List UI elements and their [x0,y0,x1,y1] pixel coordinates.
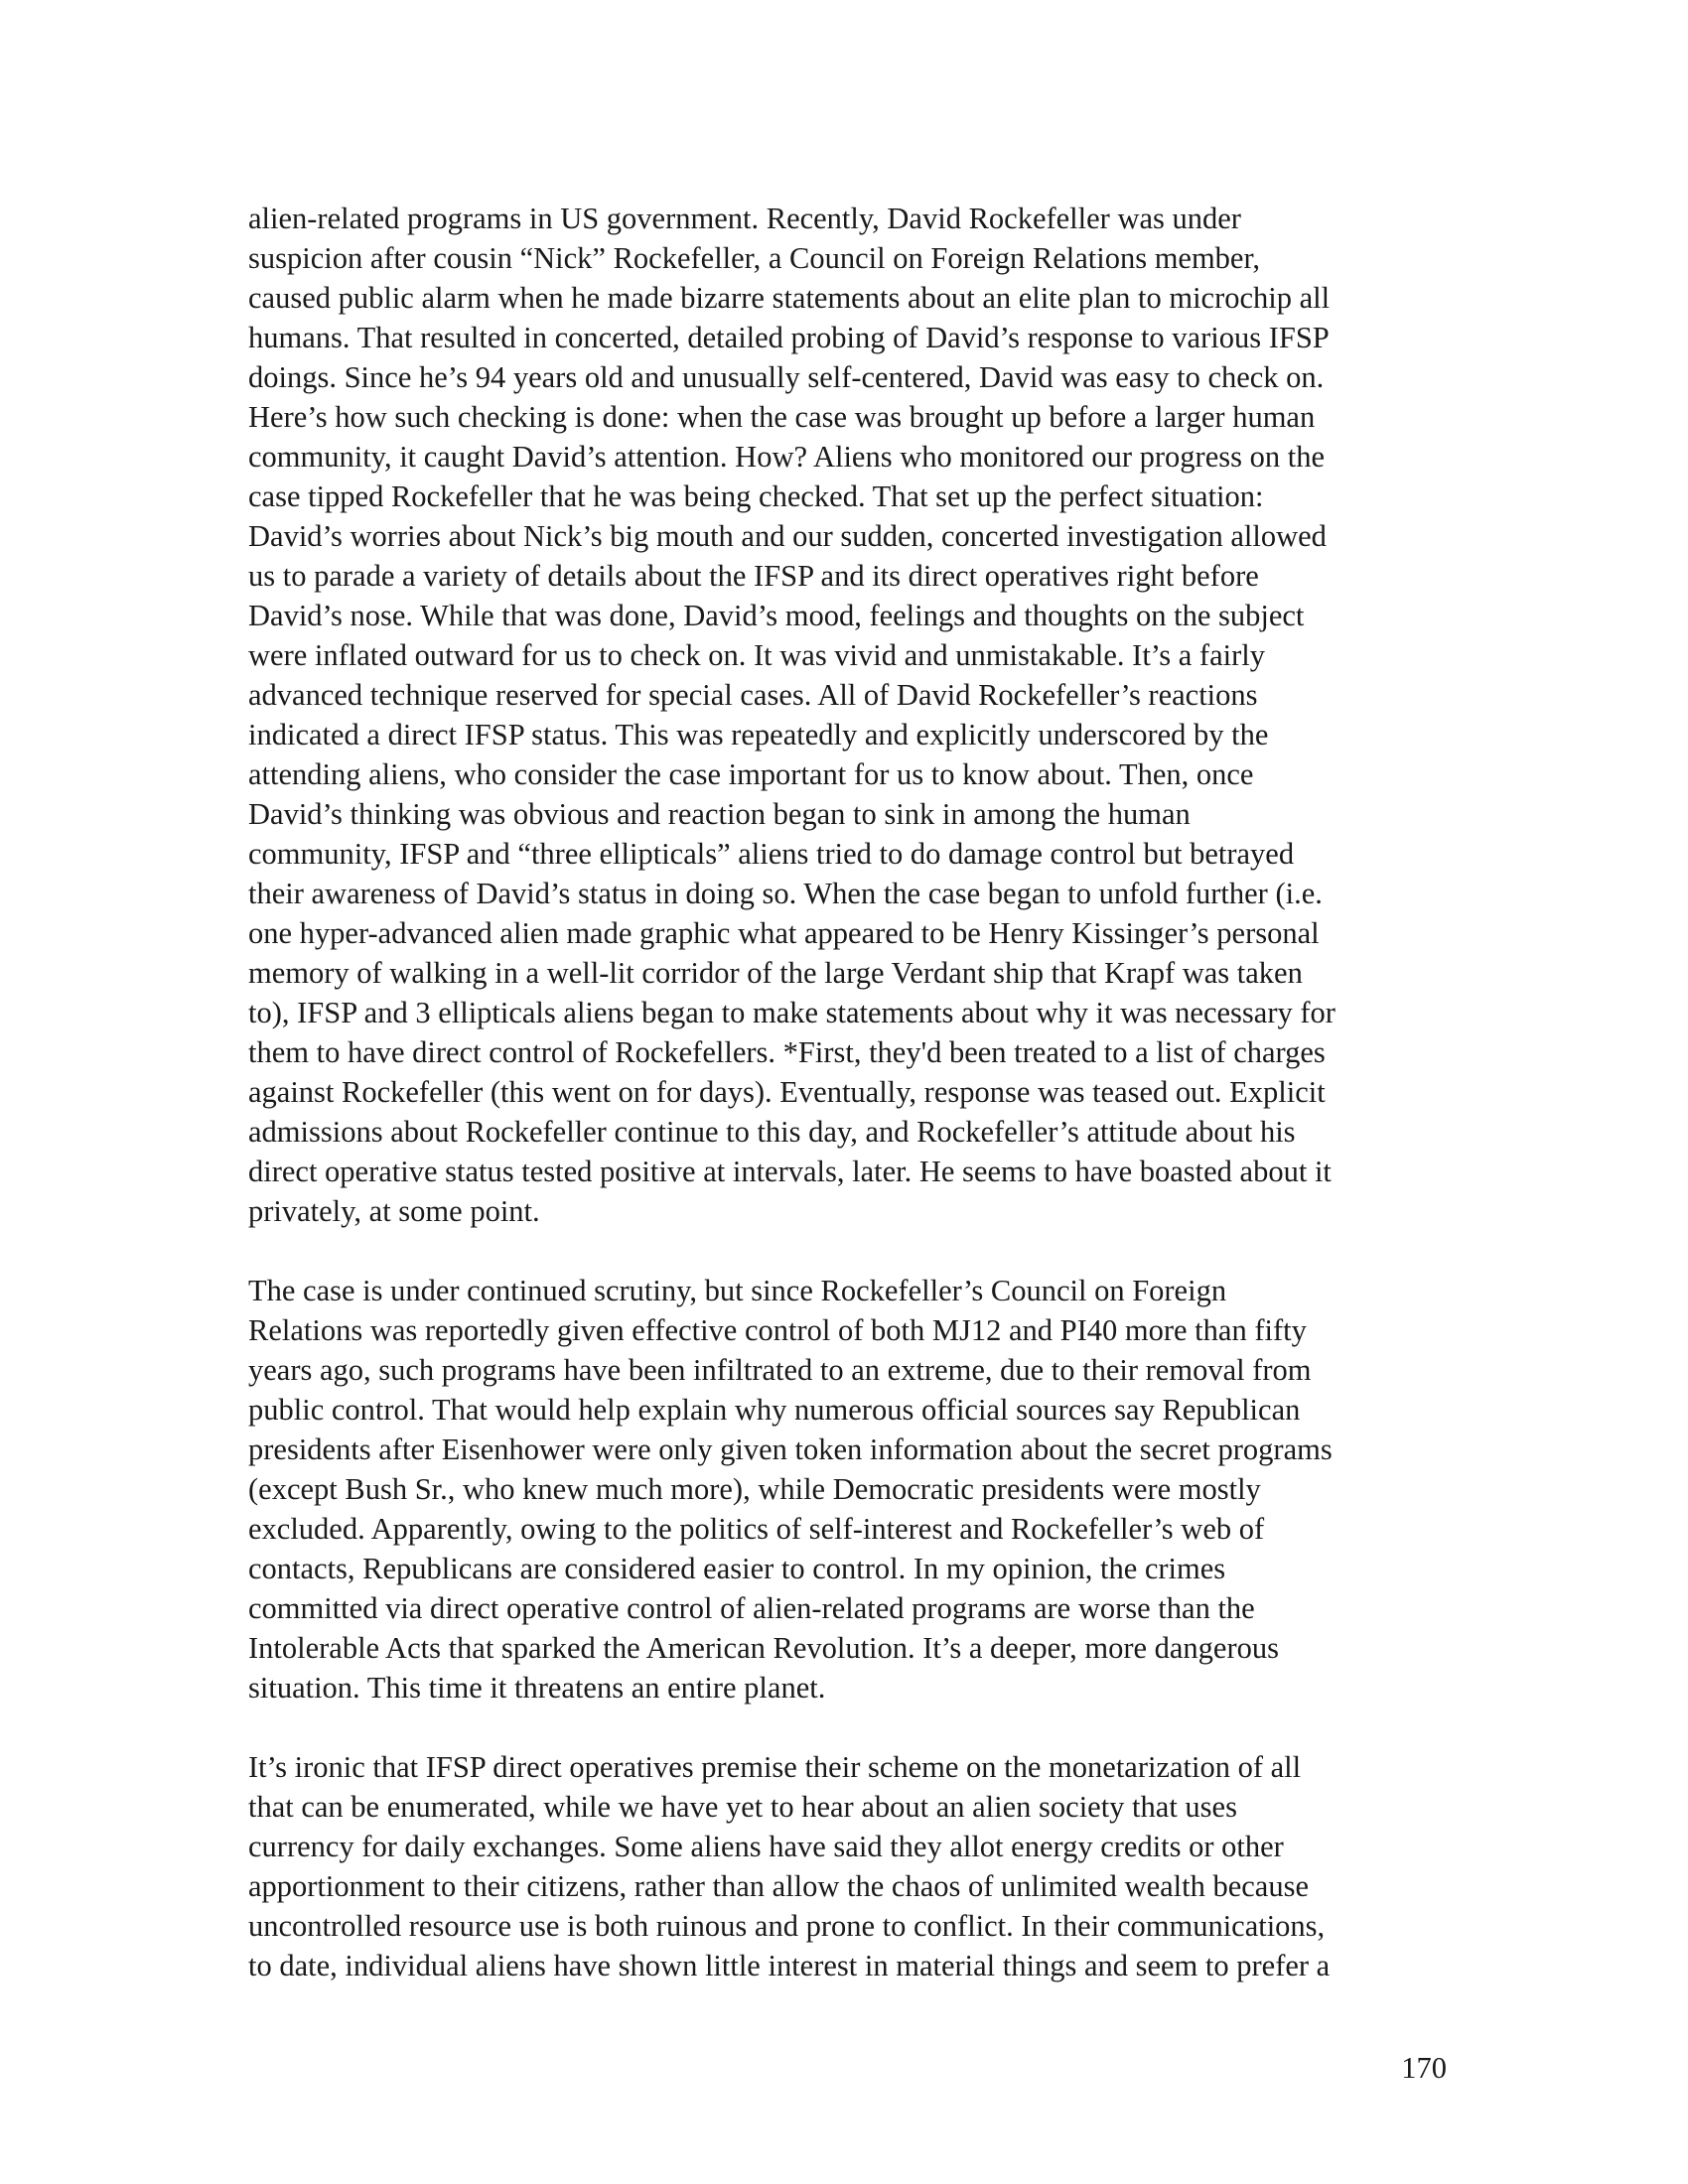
text-line: alien-related programs in US government. Recently, David Rockefeller was under [248,202,1241,235]
text-line: their awareness of David’s status in doing so. When the case began to unfold further (i.e. [248,877,1323,910]
text-line: situation. This time it threatens an entire planet. [248,1671,826,1705]
text-line: David’s thinking was obvious and reaction began to sink in among the human [248,797,1191,831]
text-line: were inflated outward for us to check on. It was vivid and unmistakable. It’s a fairly [248,638,1265,672]
text-line: advanced technique reserved for special cases. All of David Rockefeller’s reactions [248,678,1258,712]
text-line: humans. That resulted in concerted, detailed probing of David’s response to various IFSP [248,321,1330,354]
text-line: contacts, Republicans are considered easier to control. In my opinion, the crimes [248,1552,1226,1585]
page-number: 170 [1401,2051,1447,2085]
text-line: us to parade a variety of details about the IFSP and its direct operatives right before [248,559,1259,593]
text-line: indicated a direct IFSP status. This was repeatedly and explicitly underscored by the [248,718,1269,751]
text-line: Here’s how such checking is done: when the case was brought up before a larger human [248,400,1316,434]
text-line: against Rockefeller (this went on for days). Eventually, response was teased out. Explicit [248,1075,1326,1109]
text-line: community, IFSP and “three ellipticals” aliens tried to do damage control but betrayed [248,837,1295,871]
text-line: David’s nose. While that was done, David’s mood, feelings and thoughts on the subject [248,599,1305,632]
text-line: attending aliens, who consider the case important for us to know about. Then, once [248,757,1254,791]
text-line: case tipped Rockefeller that he was being checked. That set up the perfect situation: [248,479,1264,513]
text-line: (except Bush Sr., who knew much more), while Democratic presidents were mostly [248,1472,1261,1506]
text-line: Intolerable Acts that sparked the American Revolution. It’s a deeper, more dangerous [248,1631,1279,1665]
text-line: doings. Since he’s 94 years old and unusually self-centered, David was easy to check on. [248,360,1325,394]
text-line: memory of walking in a well-lit corridor of the large Verdant ship that Krapf was taken [248,956,1303,990]
paragraph-spacer [248,1707,1448,1747]
text-line: The case is under continued scrutiny, but since Rockefeller’s Council on Foreign [248,1274,1227,1307]
text-line: It’s ironic that IFSP direct operatives premise their scheme on the monetarization of all [248,1750,1302,1784]
text-line: to date, individual aliens have shown little interest in material things and seem to prefer a [248,1949,1331,1982]
text-line: currency for daily exchanges. Some aliens have said they allot energy credits or other [248,1830,1284,1863]
text-line: David’s worries about Nick’s big mouth and our sudden, concerted investigation allowed [248,519,1327,553]
text-line: years ago, such programs have been infiltrated to an extreme, due to their removal from [248,1353,1312,1387]
text-line: to), IFSP and 3 ellipticals aliens began to make statements about why it was necessary for [248,996,1336,1029]
paragraph-1 [248,199,1448,1231]
paragraph-3 [248,1747,1448,1985]
text-line: community, it caught David’s attention. How? Aliens who monitored our progress on the [248,440,1325,474]
text-line: presidents after Eisenhower were only given token information about the secret programs [248,1433,1333,1466]
page-body [248,199,1448,1985]
text-line: uncontrolled resource use is both ruinous and prone to conflict. In their communications, [248,1909,1326,1943]
text-line: one hyper-advanced alien made graphic what appeared to be Henry Kissinger’s personal [248,916,1320,950]
paragraph-spacer [248,1231,1448,1271]
text-line: excluded. Apparently, owing to the politics of self-interest and Rockefeller’s web of [248,1512,1265,1546]
text-line: caused public alarm when he made bizarre statements about an elite plan to microchip all [248,281,1331,315]
text-line: public control. That would help explain why numerous official sources say Republican [248,1393,1301,1427]
text-line: suspicion after cousin “Nick” Rockefeller, a Council on Foreign Relations member, [248,241,1261,275]
text-line: committed via direct operative control of alien-related programs are worse than the [248,1591,1255,1625]
text-line: Relations was reportedly given effective control of both MJ12 and PI40 more than fifty [248,1313,1307,1347]
paragraph-2 [248,1271,1448,1707]
text-line: them to have direct control of Rockefellers. *First, they'd been treated to a list of charges [248,1035,1326,1069]
text-line: admissions about Rockefeller continue to this day, and Rockefeller’s attitude about his [248,1115,1296,1149]
text-line: that can be enumerated, while we have yet to hear about an alien society that uses [248,1790,1237,1824]
text-line: direct operative status tested positive at intervals, later. He seems to have boasted about it [248,1155,1332,1188]
text-line: privately, at some point. [248,1194,540,1228]
text-line: apportionment to their citizens, rather than allow the chaos of unlimited wealth because [248,1869,1309,1903]
